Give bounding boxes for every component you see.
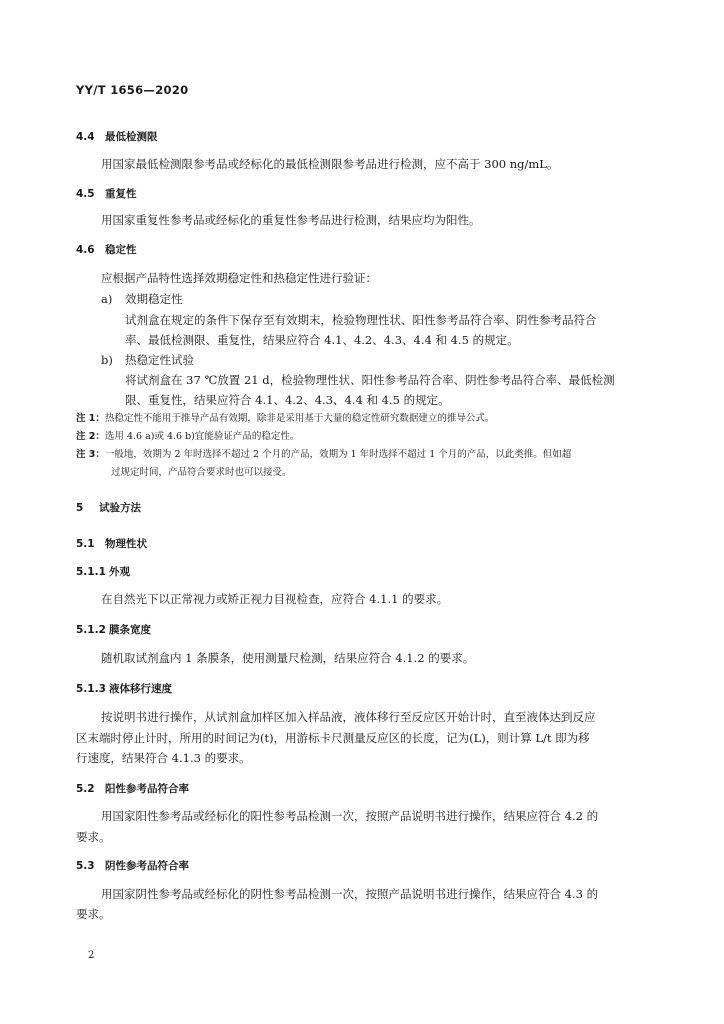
paragraph-line: 要求。 [76, 830, 111, 844]
paragraph-line: 用国家阴性参考品或经标化的阴性参考品检测一次，按照产品说明书进行操作，结果应符合 4.3 的 [101, 887, 599, 901]
section-heading [76, 500, 141, 515]
section-number: 4.6 [76, 244, 95, 256]
note-label: 注 3： [76, 449, 105, 460]
section-number: 5.1 [76, 538, 95, 550]
paragraph-line: 将试剂盒在 37 ℃放置 21 d，检验物理性状、阳性参考品符合率、阴性参考品符合率、最低检测 [125, 373, 615, 387]
section-heading [76, 186, 137, 201]
section-heading [76, 242, 137, 257]
list-item [101, 352, 194, 368]
paragraph-line: 用国家重复性参考品或经标化的重复性参考品进行检测，结果应均为阳性。 [101, 213, 481, 227]
paragraph-line: 试剂盒在规定的条件下保存至有效期末，检验物理性状、阳性参考品符合率、阴性参考品符合 [125, 313, 597, 327]
note-text: 热稳定性不能用于推导产品有效期，除非是采用基于大量的稳定性研究数据建立的推导公式。 [104, 413, 495, 424]
section-title: 膜条宽度 [109, 624, 151, 636]
note-label: 注 1： [76, 413, 105, 424]
paragraph-line: 区末端时停止计时，所用的时间记为(t)，用游标卡尺测量反应区的长度，记为(L)，则计算 L/t 即为移 [76, 731, 590, 745]
paragraph-line: 行速度，结果符合 4.1.3 的要求。 [76, 751, 251, 765]
section-title: 阴性参考品符合率 [105, 860, 189, 872]
section-title: 重复性 [105, 188, 137, 200]
section-number: 5.1.3 [76, 683, 106, 695]
note [76, 428, 299, 442]
note-text: 一般地，效期为 2 年时选择不超过 2 个月的产品，效期为 1 年时选择不超过 1 个月的产品，以此类推。但如超 [104, 449, 572, 460]
note-text: 选用 4.6 a)或 4.6 b)宜能验证产品的稳定性。 [104, 431, 300, 442]
section-number: 5.1.1 [76, 566, 106, 578]
list-label: b) [101, 353, 113, 367]
paragraph-line: 要求。 [76, 907, 111, 921]
section-number: 5.2 [76, 783, 95, 795]
section-number: 5.3 [76, 860, 95, 872]
note [76, 410, 494, 424]
section-heading [76, 564, 130, 579]
section-title: 物理性状 [105, 538, 147, 550]
section-heading [76, 622, 151, 637]
section-number: 4.4 [76, 131, 95, 143]
section-number: 4.5 [76, 188, 95, 200]
section-title: 外观 [109, 566, 130, 578]
list-text: 效期稳定性 [125, 292, 183, 306]
list-text: 热稳定性试验 [125, 353, 194, 367]
list-label: a) [101, 292, 113, 306]
section-heading [76, 781, 189, 796]
document-header: YY/T 1656—2020 [76, 83, 189, 97]
paragraph-line: 在自然光下以正常视力或矫正视力目视检查，应符合 4.1.1 的要求。 [101, 592, 449, 606]
paragraph-line: 限、重复性，结果应符合 4.1、4.2、4.3、4.4 和 4.5 的规定。 [125, 393, 450, 407]
paragraph-line: 随机取试剂盒内 1 条膜条，使用测量尺检测，结果应符合 4.1.2 的要求。 [101, 651, 475, 665]
paragraph-line: 用国家阳性参考品或经标化的阳性参考品检测一次，按照产品说明书进行操作，结果应符合 4.2 的 [101, 809, 599, 823]
section-heading [76, 129, 158, 144]
section-title: 试验方法 [99, 502, 141, 514]
section-title: 稳定性 [105, 244, 137, 256]
paragraph-line: 按说明书进行操作，从试剂盒加样区加入样品液，液体移行至反应区开始计时，直至液体达到反应 [101, 710, 596, 724]
page-number: 2 [88, 950, 95, 961]
section-title: 最低检测限 [105, 131, 158, 143]
section-number: 5.1.2 [76, 624, 106, 636]
section-number: 5 [76, 502, 84, 514]
paragraph-line: 率、最低检测限、重复性，结果应符合 4.1、4.2、4.3、4.4 和 4.5 的规定。 [125, 333, 519, 347]
note-text: 过规定时间，产品符合要求时也可以接受。 [111, 467, 292, 478]
paragraph-line: 应根据产品特性选择效期稳定性和热稳定性进行验证： [101, 271, 377, 285]
section-heading [76, 681, 172, 696]
section-heading [76, 858, 189, 873]
section-title: 阳性参考品符合率 [105, 783, 189, 795]
section-title: 液体移行速度 [109, 683, 172, 695]
note-label: 注 2： [76, 431, 105, 442]
note [76, 446, 571, 460]
paragraph-line: 用国家最低检测限参考品或经标化的最低检测限参考品进行检测，应不高于 300 ng/mL。 [101, 157, 559, 171]
section-heading [76, 536, 147, 551]
list-item [101, 291, 183, 307]
